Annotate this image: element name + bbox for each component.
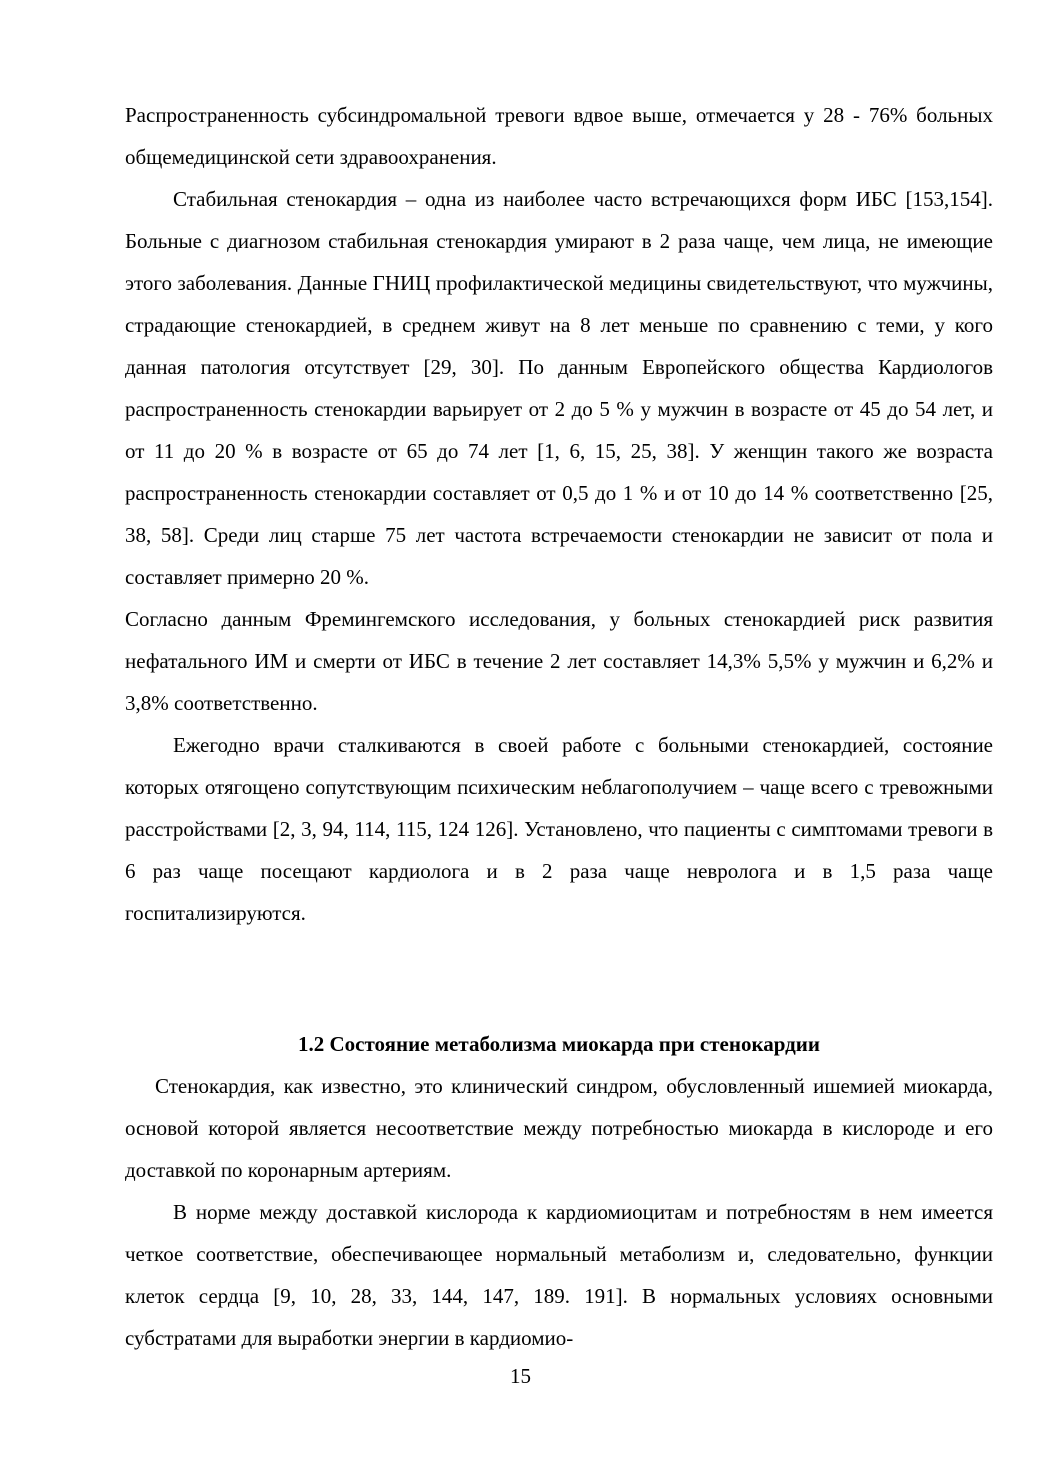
paragraph-framingham: Согласно данным Фремингемского исследования, у больных стенокардией риск развития нефатального ИМ и смерти от ИБС в течение 2 лет составляет 14,3% 5,5% у мужчин и 6,2% и 3,8% соответственно.	[125, 607, 993, 715]
section-heading: 1.2 Состояние метаболизма миокарда при стенокардии	[298, 1032, 820, 1056]
paragraph-angina-definition: Стенокардия, как известно, это клинический синдром, обусловленный ишемией миокарда, основой которой является несоответствие между потребностью миокарда в кислороде и его доставкой по коронарным артериям.	[125, 1074, 993, 1182]
paragraph-annual-doctors: Ежегодно врачи сталкиваются в своей работе с больными стенокардией, состояние которых отягощено сопутствующим психическим неблагополучием – чаще всего с тревожными расстройствами [2, 3, 94, 114, 115, 124 126]. Установлено, что пациенты с симптомами тревоги в 6 раз чаще посещают кардиолога и в 2 раза чаще невролога и в 1,5 раза чаще госпитализируются.	[125, 733, 993, 925]
paragraph-prevalence-anxiety: Распространенность субсиндромальной тревоги вдвое выше, отмечается у 28 - 76% больных общемедицинской сети здравоохранения.	[125, 103, 993, 169]
body-text-bottom	[125, 1023, 993, 1359]
page-number: 15	[510, 1364, 531, 1388]
paragraph-stable-angina: Стабильная стенокардия – одна из наиболее часто встречающихся форм ИБС [153,154]. Больные с диагнозом стабильная стенокардия умирают в 2 раза чаще, чем лица, не имеющие этого заболевания. Данные ГНИЦ профилактической медицины свидетельствуют, что мужчины, страдающие стенокардией, в среднем живут на 8 лет меньше по сравнению с теми, у кого данная патология отсутствует [29, 30]. По данным Европейского общества Кардиологов распространенность стенокардии варьирует от 2 до 5 % у мужчин в возрасте от 45 до 54 лет, и от 11 до 20 % в возрасте от 65 до 74 лет [1, 6, 15, 25, 38]. У женщин такого же возраста распространенность стенокардии составляет от 0,5 до 1 % и от 10 до 14 % соответственно [25, 38, 58]. Среди лиц старше 75 лет частота встречаемости стенокардии не зависит от пола и составляет примерно 20 %.	[125, 187, 993, 589]
body-text-top	[125, 94, 993, 934]
paragraph-oxygen-balance: В норме между доставкой кислорода к кардиомиоцитам и потребностям в нем имеется четкое соответствие, обеспечивающее нормальный метаболизм и, следовательно, функции клеток сердца [9, 10, 28, 33, 144, 147, 189. 191]. В нормальных условиях основными субстратами для выработки энергии в кардиомио-	[125, 1200, 993, 1350]
